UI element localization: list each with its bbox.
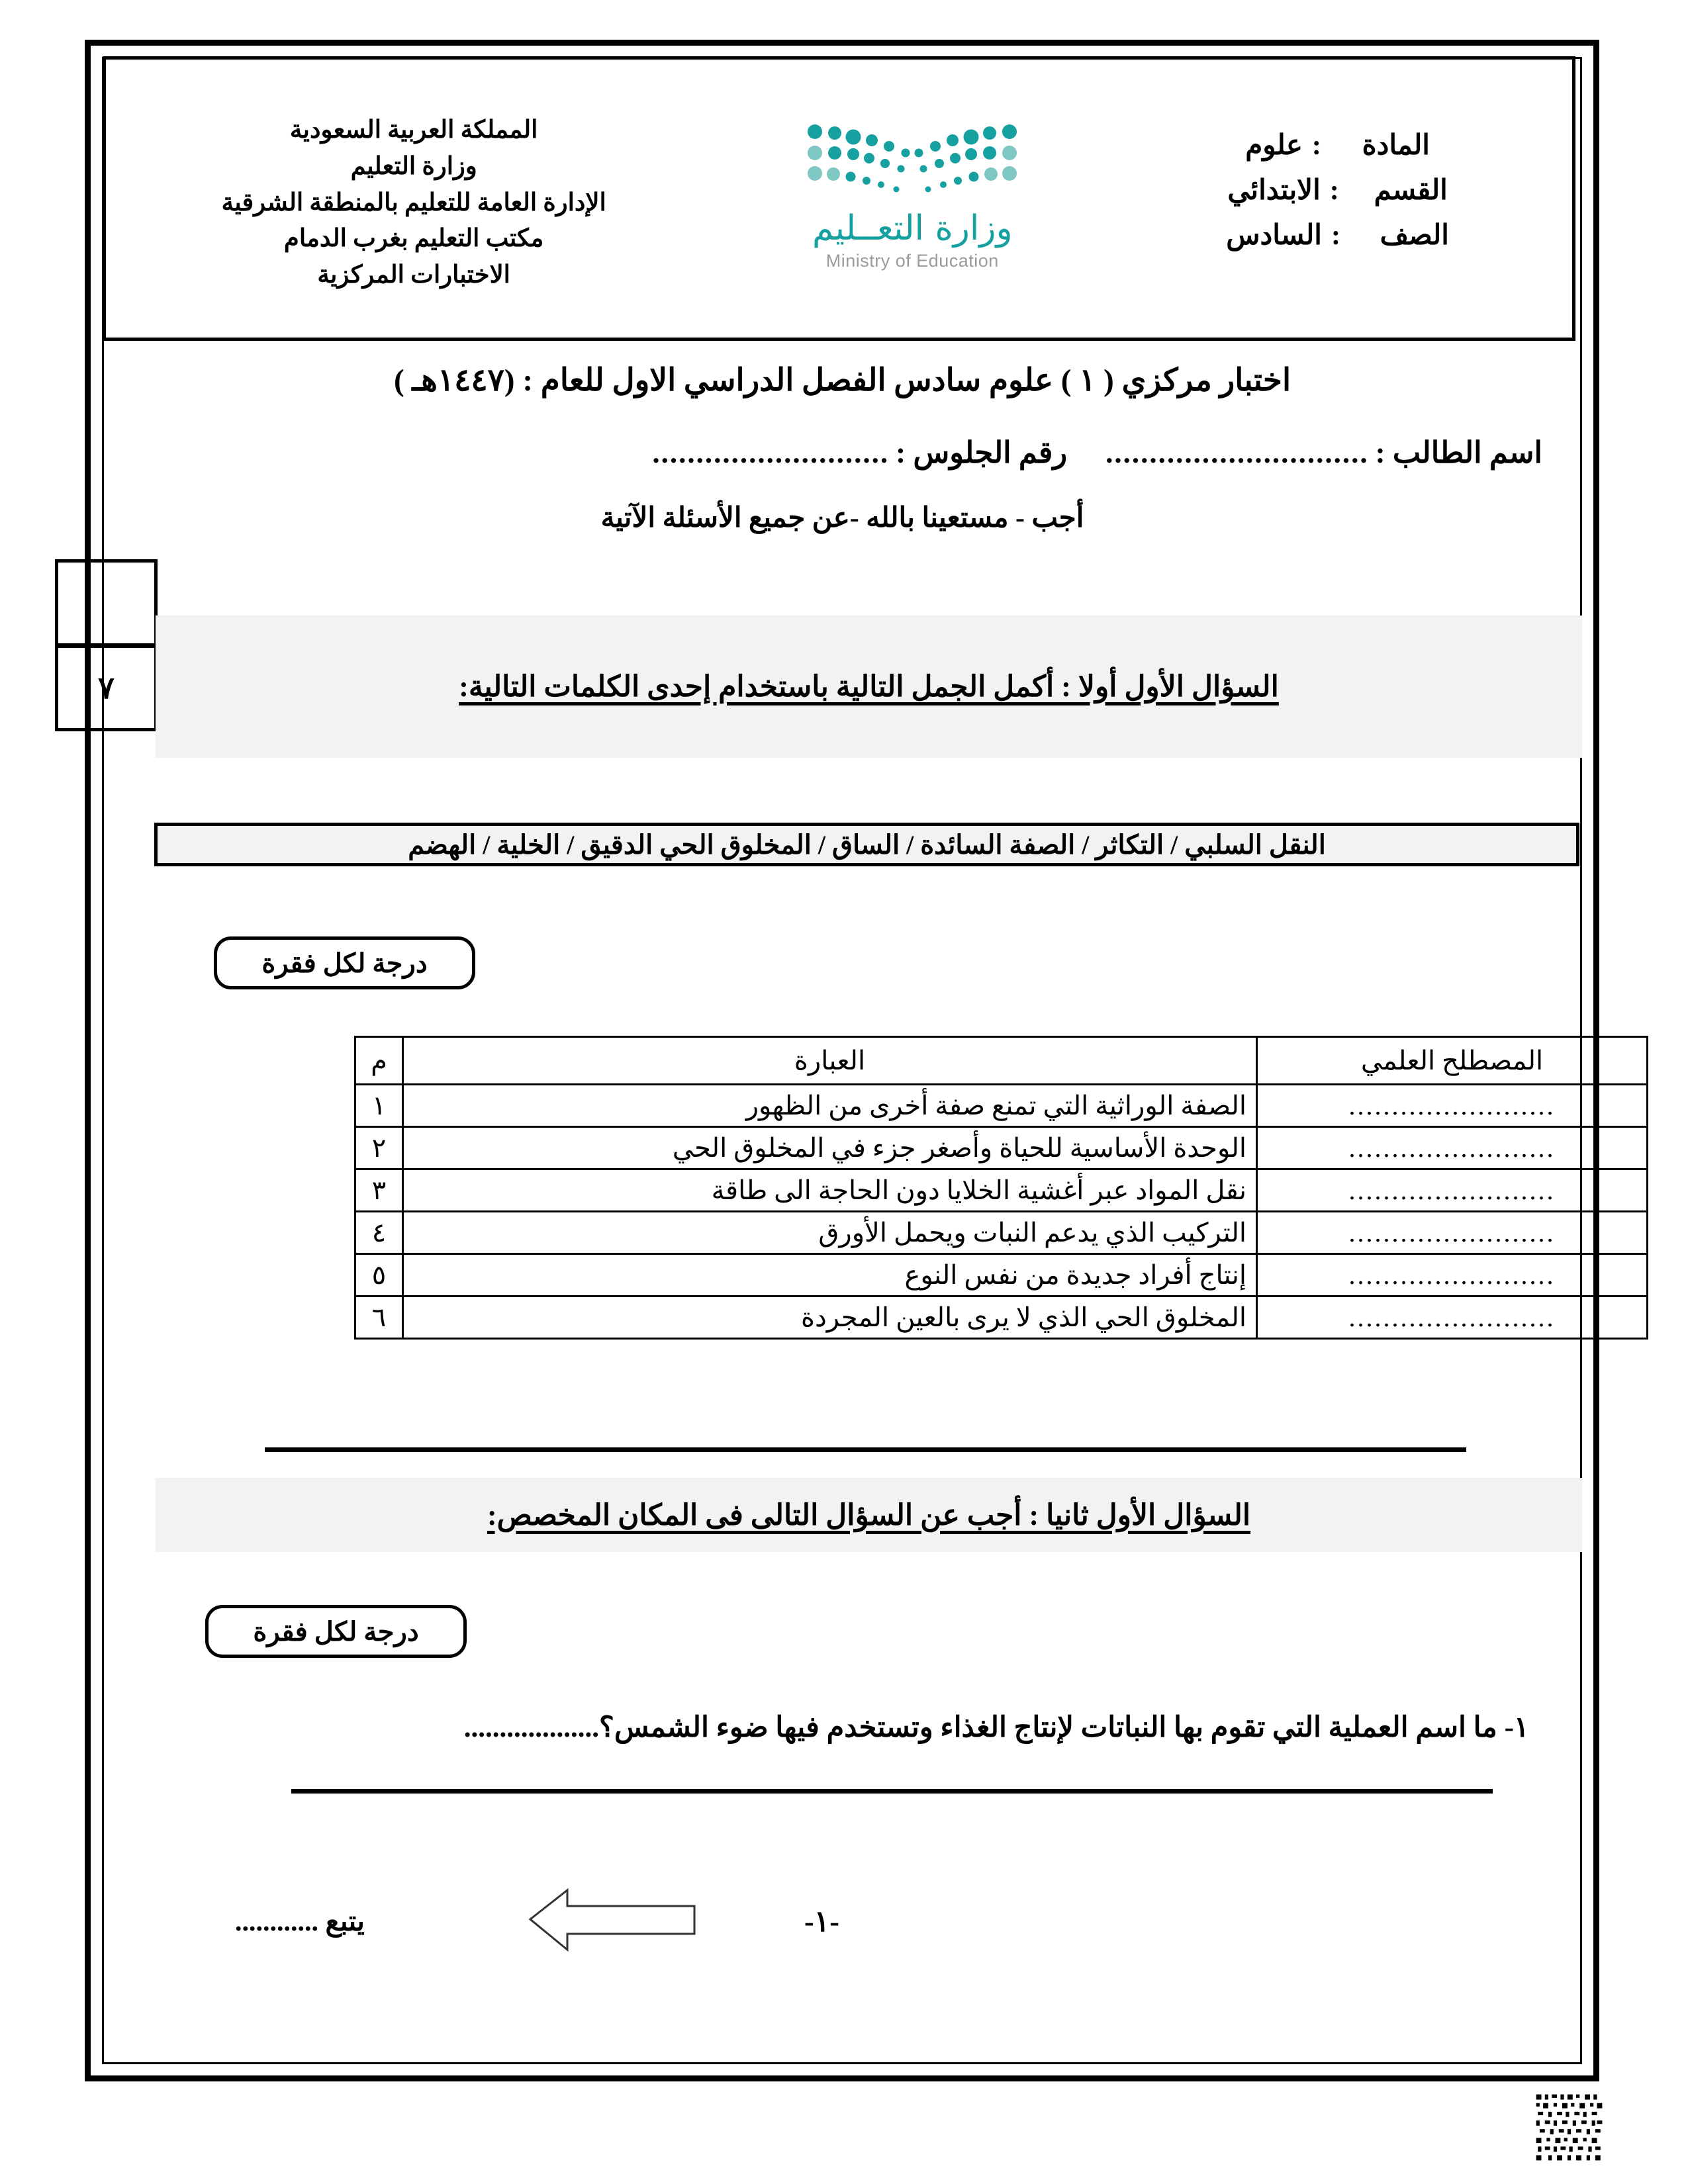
phrase-cell-6: المخلوق الحي الذي لا يرى بالعين المجردة: [403, 1297, 1257, 1339]
ministry-line-1: وزارة التعليم: [350, 152, 477, 180]
meta-sep-grade: :: [1331, 220, 1340, 251]
ministry-line-4: الاختبارات المركزية: [317, 261, 510, 289]
student-name-input[interactable]: ..............................: [1105, 436, 1369, 469]
meta-sep-section: :: [1329, 175, 1339, 206]
ministry-logo-area: [722, 60, 1103, 338]
phrase-cell-2: الوحدة الأساسية للحياة وأصغر جزء في المخلوق الحي: [403, 1127, 1257, 1169]
row-number-2: ٢: [355, 1127, 403, 1169]
meta-value-section: الابتدائي: [1227, 175, 1321, 206]
student-name-label: اسم الطالب :: [1375, 436, 1542, 469]
continues-label: يتبع ............: [235, 1907, 365, 1937]
score-box-q1: [55, 559, 158, 731]
mark-per-item-badge-q2: [205, 1605, 467, 1658]
ministry-identity: [106, 60, 722, 338]
moe-logo-dots-icon: [803, 118, 1021, 203]
moe-logo-english-text: Ministry of Education: [825, 250, 999, 271]
exam-instruction: أجب - مستعينا بالله -عن جميع الأسئلة الآتية: [600, 503, 1084, 533]
meta-value-grade: السادس: [1226, 220, 1322, 251]
section-divider-2: [291, 1789, 1493, 1794]
answer-blank-3[interactable]: ........................: [1257, 1169, 1648, 1212]
table-header-term: المصطلح العلمي: [1257, 1037, 1648, 1085]
row-number-1: ١: [355, 1085, 403, 1127]
question1-heading-band: [156, 615, 1582, 758]
table-row: [355, 1254, 1648, 1297]
ministry-line-0: المملكة العربية السعودية: [289, 116, 538, 144]
moe-logo-arabic-text: وزارة التعــليم: [812, 208, 1013, 248]
meta-label-subject: المادة: [1362, 130, 1430, 161]
page-footer: [103, 1880, 1582, 1966]
question1-heading: السؤال الأول أولا : أكمل الجمل التالية باستخدام إحدى الكلمات التالية:: [459, 670, 1279, 703]
exam-content: [98, 56, 1582, 2068]
answer-blank-2[interactable]: ........................: [1257, 1127, 1648, 1169]
table-header-num: م: [355, 1037, 403, 1085]
phrase-cell-3: نقل المواد عبر أغشية الخلايا دون الحاجة الى طاقة: [403, 1169, 1257, 1212]
table-row: [355, 1297, 1648, 1339]
document-header: [103, 56, 1575, 341]
meta-label-section: القسم: [1374, 175, 1448, 206]
ministry-line-2: الإدارة العامة للتعليم بالمنطقة الشرقية: [221, 189, 606, 216]
question2-item-1: [202, 1711, 1529, 1744]
answer-blank-6[interactable]: ........................: [1257, 1297, 1648, 1339]
meta-field-subject: [1245, 123, 1430, 168]
moe-logo: [803, 118, 1021, 271]
row-number-3: ٣: [355, 1169, 403, 1212]
terms-table: [354, 1036, 1648, 1340]
answer-blank-4[interactable]: ........................: [1257, 1212, 1648, 1254]
row-number-6: ٦: [355, 1297, 403, 1339]
question1-word-bank: النقل السلبي / التكاثر / الصفة السائدة / الساق / المخلوق الحي الدقيق / الخلية / الهضم: [154, 823, 1579, 866]
table-header-phrase: العبارة: [403, 1037, 1257, 1085]
meta-field-grade: [1226, 213, 1449, 258]
table-row: [355, 1127, 1648, 1169]
phrase-cell-1: الصفة الوراثية التي تمنع صفة أخرى من الظهور: [403, 1085, 1257, 1127]
phrase-cell-4: التركيب الذي يدعم النبات ويحمل الأورق: [403, 1212, 1257, 1254]
exam-title: اختبار مركزي ( ١ ) علوم سادس الفصل الدراسي الاول للعام : (١٤٤٧هـ ): [393, 363, 1291, 398]
section-divider-1: [265, 1447, 1466, 1452]
qr-code-icon: [1534, 2093, 1604, 2162]
table-header-row: [355, 1037, 1648, 1085]
subject-meta-fields: [1103, 60, 1572, 338]
question2-item-1-answer-blank[interactable]: ...................: [463, 1712, 600, 1743]
row-number-4: ٤: [355, 1212, 403, 1254]
meta-value-subject: علوم: [1245, 130, 1303, 161]
student-info-line: [129, 435, 1542, 470]
score-box-total-value: ٧: [98, 671, 115, 705]
answer-blank-1[interactable]: ........................: [1257, 1085, 1648, 1127]
seat-number-input[interactable]: ...........................: [652, 436, 890, 469]
page-number: -١-: [804, 1905, 839, 1938]
mark-per-item-badge-q1: درجة لكل فقرة: [214, 936, 475, 989]
answer-blank-5[interactable]: ........................: [1257, 1254, 1648, 1297]
mark-per-item-label-q2: درجة لكل فقرة: [253, 1616, 419, 1647]
arrow-left-icon: [526, 1886, 698, 1952]
ministry-line-3: مكتب التعليم بغرب الدمام: [283, 225, 544, 253]
table-row: [355, 1169, 1648, 1212]
question2-heading-band: [156, 1478, 1582, 1552]
table-row: [355, 1085, 1648, 1127]
phrase-cell-5: إنتاج أفراد جديدة من نفس النوع: [403, 1254, 1257, 1297]
table-row: [355, 1212, 1648, 1254]
meta-sep-subject: :: [1311, 130, 1321, 161]
score-box-empty-cell[interactable]: [58, 563, 154, 648]
question2-item-1-text: ١- ما اسم العملية التي تقوم بها النباتات لإنتاج الغذاء وتستخدم فيها ضوء الشمس؟: [599, 1712, 1529, 1743]
row-number-5: ٥: [355, 1254, 403, 1297]
meta-field-section: [1227, 168, 1447, 213]
seat-number-label: رقم الجلوس :: [896, 436, 1068, 469]
question2-heading: السؤال الأول ثانيا : أجب عن السؤال التالى فى المكان المخصص:: [487, 1498, 1251, 1531]
meta-label-grade: الصف: [1380, 220, 1449, 251]
